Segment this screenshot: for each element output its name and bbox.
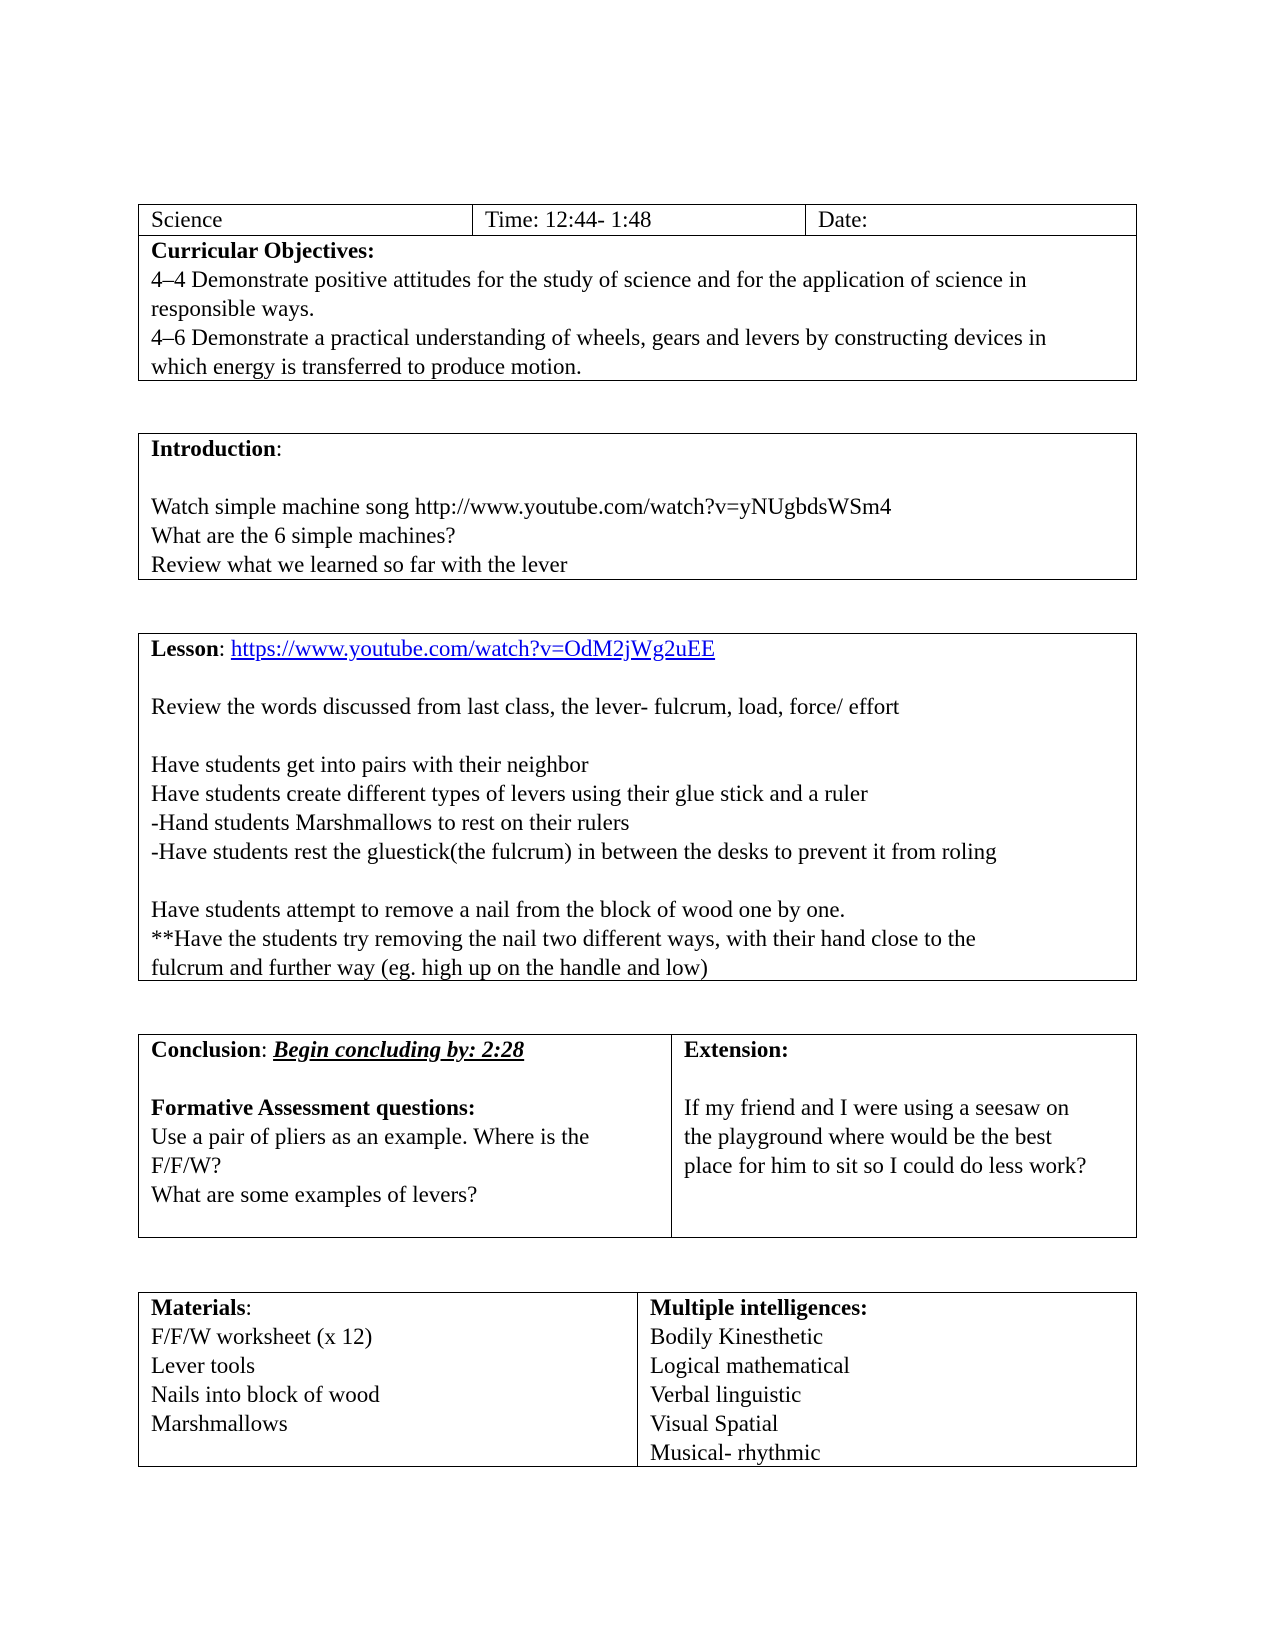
- objective-line: 4–6 Demonstrate a practical understanding of wheels, gears and levers by constructing devices in: [151, 325, 1047, 350]
- introduction-heading-line: [151, 434, 1136, 463]
- date-cell: Date:: [805, 205, 1138, 235]
- lesson-cell: [139, 634, 1136, 982]
- materials-intelligences-table: [138, 1292, 1137, 1467]
- conclusion-heading: Conclusion: [151, 1037, 261, 1062]
- intelligences-item: Logical mathematical: [650, 1353, 850, 1378]
- objective-line: 4–4 Demonstrate positive attitudes for the study of science and for the application of science in: [151, 267, 1027, 292]
- extension-line: place for him to sit so I could do less work?: [684, 1153, 1087, 1178]
- introduction-table: [138, 433, 1137, 580]
- objectives-row: [139, 236, 1136, 381]
- lesson-line: Have students create different types of levers using their glue stick and a ruler: [151, 781, 868, 806]
- intelligences-item: Verbal linguistic: [650, 1382, 802, 1407]
- extension-line: the playground where would be the best: [684, 1124, 1052, 1149]
- lesson-heading: Lesson: [151, 636, 219, 661]
- conclusion-heading-line: [151, 1035, 671, 1064]
- extension-cell: [672, 1035, 1136, 1237]
- objective-line: responsible ways.: [151, 296, 315, 321]
- intelligences-item: Visual Spatial: [650, 1411, 779, 1436]
- lesson-line: Have students attempt to remove a nail from the block of wood one by one.: [151, 897, 846, 922]
- lesson-line: Have students get into pairs with their neighbor: [151, 752, 589, 777]
- intelligences-item: Bodily Kinesthetic: [650, 1324, 824, 1349]
- introduction-heading: Introduction: [151, 436, 276, 461]
- objectives-heading: Curricular Objectives:: [151, 238, 375, 263]
- header-row: [139, 205, 1136, 236]
- introduction-line: What are the 6 simple machines?: [151, 523, 456, 548]
- conclusion-deadline: Begin concluding by: 2:28: [273, 1037, 525, 1062]
- blank-line: [684, 1064, 1136, 1093]
- subject-cell: Science: [151, 207, 223, 232]
- lesson-video-link[interactable]: https://www.youtube.com/watch?v=OdM2jWg2uEE: [230, 636, 716, 661]
- blank-line: [151, 463, 1136, 492]
- intelligences-heading: Multiple intelligences:: [650, 1295, 868, 1320]
- introduction-line: Watch simple machine song http://www.youtube.com/watch?v=yNUgbdsWSm4: [151, 494, 892, 519]
- assessment-line: Use a pair of pliers as an example. Where is the: [151, 1124, 590, 1149]
- header-objectives-table: [138, 204, 1137, 381]
- blank-line: [151, 1064, 671, 1093]
- objective-line: which energy is transferred to produce motion.: [151, 354, 582, 379]
- objectives-cell: [139, 236, 1136, 381]
- assessment-line: What are some examples of levers?: [151, 1182, 478, 1207]
- lesson-colon: :: [218, 636, 231, 661]
- materials-colon: :: [245, 1295, 252, 1320]
- lesson-line: fulcrum and further way (eg. high up on the handle and low): [151, 955, 708, 980]
- lesson-table: [138, 633, 1137, 981]
- conclusion-extension-table: [138, 1034, 1137, 1238]
- assessment-line: F/F/W?: [151, 1153, 222, 1178]
- blank-line: [151, 663, 1136, 692]
- blank-line: [151, 866, 1136, 895]
- assessment-heading: Formative Assessment questions:: [151, 1095, 476, 1120]
- extension-line: If my friend and I were using a seesaw on: [684, 1095, 1070, 1120]
- intelligences-item: Musical- rhythmic: [650, 1440, 821, 1465]
- conclusion-colon: :: [260, 1037, 274, 1062]
- materials-item: F/F/W worksheet (x 12): [151, 1324, 373, 1349]
- materials-heading: Materials: [151, 1295, 246, 1320]
- materials-heading-line: [151, 1293, 637, 1322]
- introduction-line: Review what we learned so far with the lever: [151, 552, 568, 577]
- materials-item: Lever tools: [151, 1353, 256, 1378]
- conclusion-cell: [139, 1035, 672, 1237]
- intelligences-cell: [638, 1293, 1136, 1466]
- materials-item: Nails into block of wood: [151, 1382, 380, 1407]
- extension-heading: Extension:: [684, 1037, 789, 1062]
- introduction-cell: [139, 434, 1136, 579]
- lesson-line: -Hand students Marshmallows to rest on their rulers: [151, 810, 630, 835]
- time-cell: Time: 12:44- 1:48: [472, 205, 805, 235]
- materials-item: Marshmallows: [151, 1411, 288, 1436]
- lesson-heading-line: [151, 634, 1136, 663]
- lesson-line: **Have the students try removing the nail two different ways, with their hand close to the: [151, 926, 976, 951]
- introduction-colon: :: [275, 436, 283, 461]
- materials-cell: [139, 1293, 638, 1466]
- blank-line: [151, 721, 1136, 750]
- lesson-line: Review the words discussed from last class, the lever- fulcrum, load, force/ effort: [151, 694, 900, 719]
- lesson-line: -Have students rest the gluestick(the fulcrum) in between the desks to prevent it from roling: [151, 839, 997, 864]
